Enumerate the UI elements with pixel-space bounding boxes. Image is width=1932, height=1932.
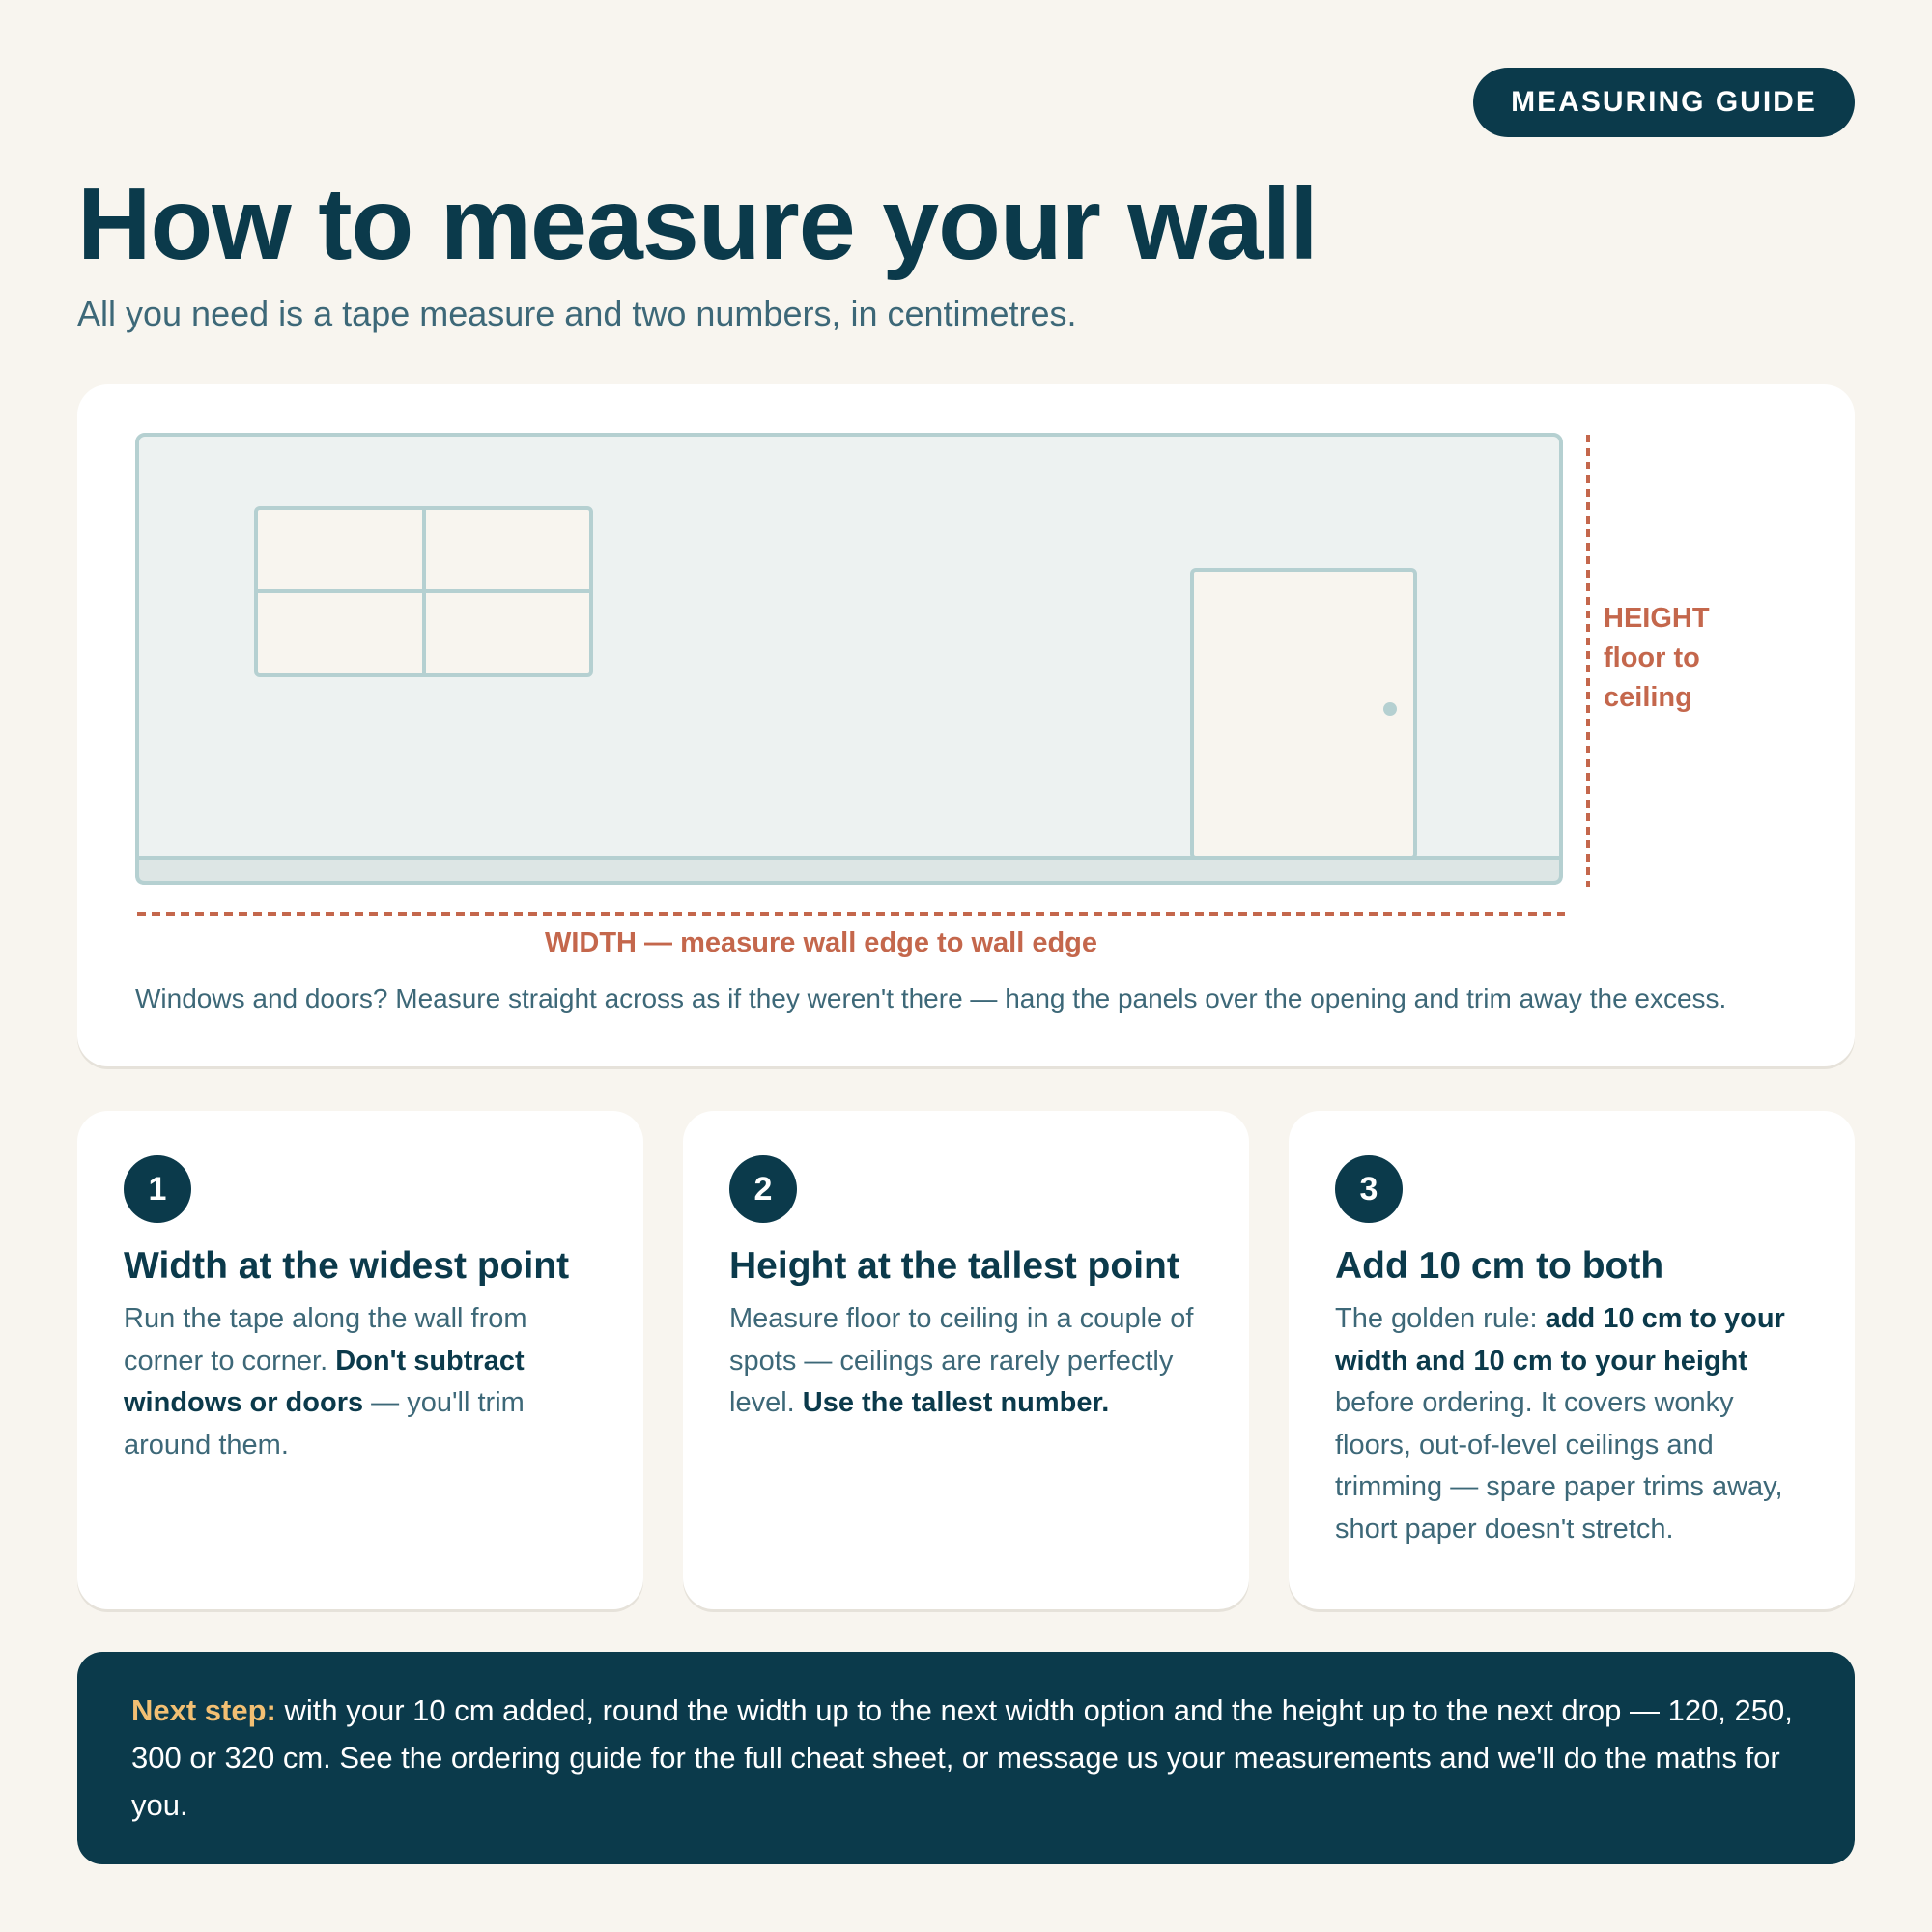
wall-diagram-card <box>77 384 1855 1066</box>
step-title: Add 10 cm to both <box>1335 1245 1664 1287</box>
step-title: Height at the tallest point <box>729 1245 1179 1287</box>
body-text: Run the tape along the wall from corner to corner. <box>124 1303 527 1377</box>
step-body <box>1335 1298 1808 1550</box>
body-text: The golden rule: <box>1335 1303 1546 1334</box>
height-label <box>1604 599 1710 718</box>
next-step-text: with your 10 cm added, round the width up to the next width option and the height up to the next drop — 120, 250, 300 or 320 cm. See the ordering guide for the full cheat sheet, or message us your measurements and we'll do the maths for you. <box>131 1693 1793 1822</box>
step-card-height <box>683 1111 1249 1609</box>
height-label-line: ceiling <box>1604 682 1692 713</box>
step-title: Width at the widest point <box>124 1245 570 1287</box>
emphasis-text: Don't subtract windows or doors <box>124 1345 525 1418</box>
wall-diagram <box>77 384 1855 1066</box>
height-label-line: floor to <box>1604 642 1700 673</box>
window <box>256 508 591 675</box>
measuring-guide-badge: MEASURING GUIDE <box>1473 68 1855 137</box>
floor-skirting <box>137 858 1561 883</box>
step-card-width <box>77 1111 643 1609</box>
step-number-badge: 1 <box>124 1155 191 1223</box>
height-label-line: HEIGHT <box>1604 603 1710 634</box>
page-title: How to measure your wall <box>77 167 1318 281</box>
next-step-banner <box>77 1652 1855 1864</box>
next-step-label: Next step: <box>131 1693 276 1727</box>
page-subtitle: All you need is a tape measure and two numbers, in centimetres. <box>77 294 1077 333</box>
body-text: — you'll trim around them. <box>124 1387 525 1461</box>
step-card-add-10cm <box>1289 1111 1855 1609</box>
body-text: before ordering. It covers wonky floors, out-of-level ceilings and trimming — spare paper trims away, short paper doesn't stretch. <box>1335 1387 1783 1545</box>
body-text: Measure floor to ceiling in a couple of spots — ceilings are rarely perfectly level. <box>729 1303 1194 1418</box>
emphasis-text: Use the tallest number. <box>802 1387 1110 1418</box>
windows-doors-note: Windows and doors? Measure straight across as if they weren't there — hang the panels over the opening and trim away the excess. <box>135 983 1727 1013</box>
step-number-badge: 3 <box>1335 1155 1403 1223</box>
step-body <box>124 1298 597 1466</box>
door <box>1192 570 1415 858</box>
emphasis-text: add 10 cm to your width and 10 cm to your height <box>1335 1303 1785 1377</box>
step-body <box>729 1298 1203 1425</box>
step-number-badge: 2 <box>729 1155 797 1223</box>
width-label: WIDTH — measure wall edge to wall edge <box>544 927 1098 958</box>
door-knob <box>1383 702 1397 716</box>
